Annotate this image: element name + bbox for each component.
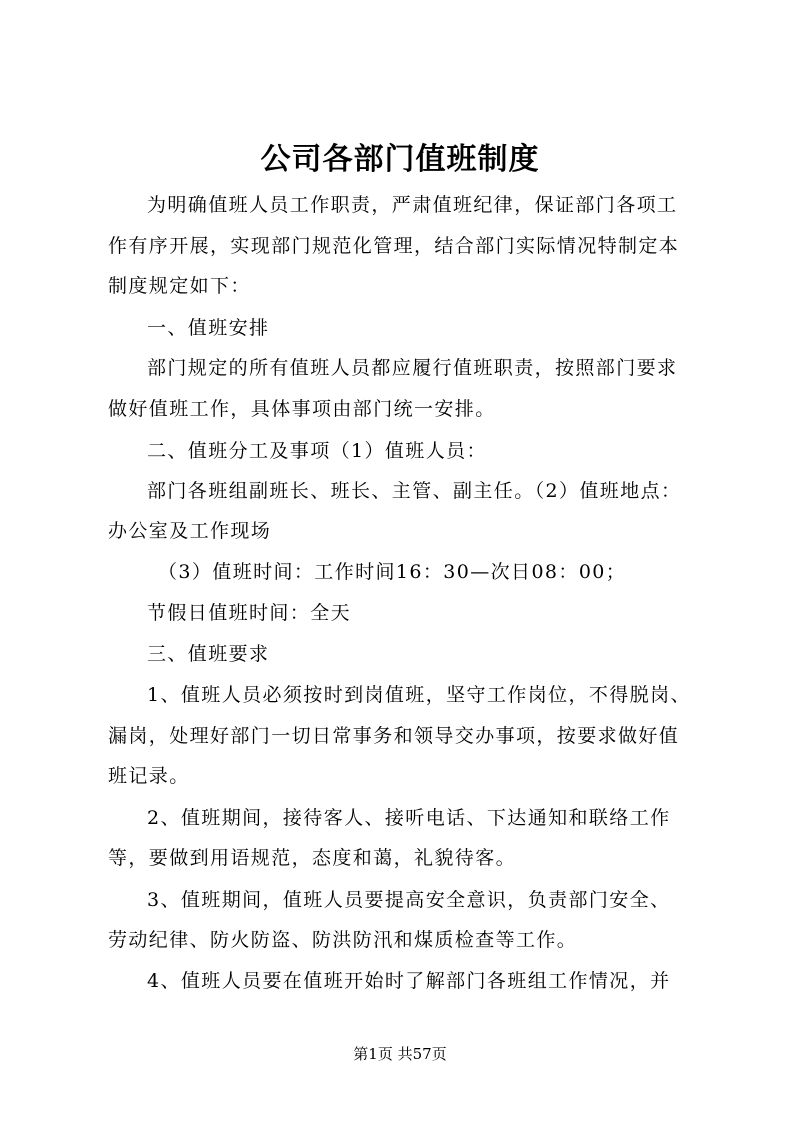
paragraph-line: 2、值班期间，接待客人、接听电话、下达通知和联络工作 xyxy=(147,807,671,829)
paragraph-line: 节假日值班时间：全天 xyxy=(147,602,352,624)
paragraph-line: 部门规定的所有值班人员都应履行值班职责，按照部门要求 xyxy=(147,357,678,379)
paragraph-line: 4、值班人员要在值班开始时了解部门各班组工作情况，并 xyxy=(147,970,671,992)
section-heading: 三、值班要求 xyxy=(147,643,270,665)
paragraph-line: 3、值班期间，值班人员要提高安全意识，负责部门安全、 xyxy=(147,889,671,911)
section-heading: 二、值班分工及事项（1）值班人员： xyxy=(147,440,487,462)
paragraph-line: 为明确值班人员工作职责，严肃值班纪律，保证部门各项工 xyxy=(147,194,678,216)
paragraph-line: 作有序开展，实现部门规范化管理，结合部门实际情况特制定本 xyxy=(108,235,680,257)
paragraph-line: 制度规定如下： xyxy=(108,275,251,297)
document-title: 公司各部门值班制度 xyxy=(260,142,540,177)
paragraph-line: 部门各班组副班长、班长、主管、副主任。（2）值班地点： xyxy=(147,480,682,502)
page-number-footer: 第1页 共57页 xyxy=(353,1045,447,1063)
paragraph-line: 班记录。 xyxy=(108,765,190,787)
paragraph-line: 漏岗，处理好部门一切日常事务和领导交办事项，按要求做好值 xyxy=(108,725,680,747)
paragraph-line: 劳动纪律、防火防盗、防洪防汛和煤质检查等工作。 xyxy=(108,929,578,951)
paragraph-line: （3）值班时间：工作时间16：30—次日08：00； xyxy=(158,561,627,583)
section-heading: 一、值班安排 xyxy=(147,317,270,339)
paragraph-line: 做好值班工作，具体事项由部门统一安排。 xyxy=(108,398,496,420)
paragraph-line: 1、值班人员必须按时到岗值班，坚守工作岗位，不得脱岗、 xyxy=(147,684,691,706)
paragraph-line: 等，要做到用语规范，态度和蔼，礼貌待客。 xyxy=(108,847,517,869)
paragraph-line: 办公室及工作现场 xyxy=(108,520,272,542)
